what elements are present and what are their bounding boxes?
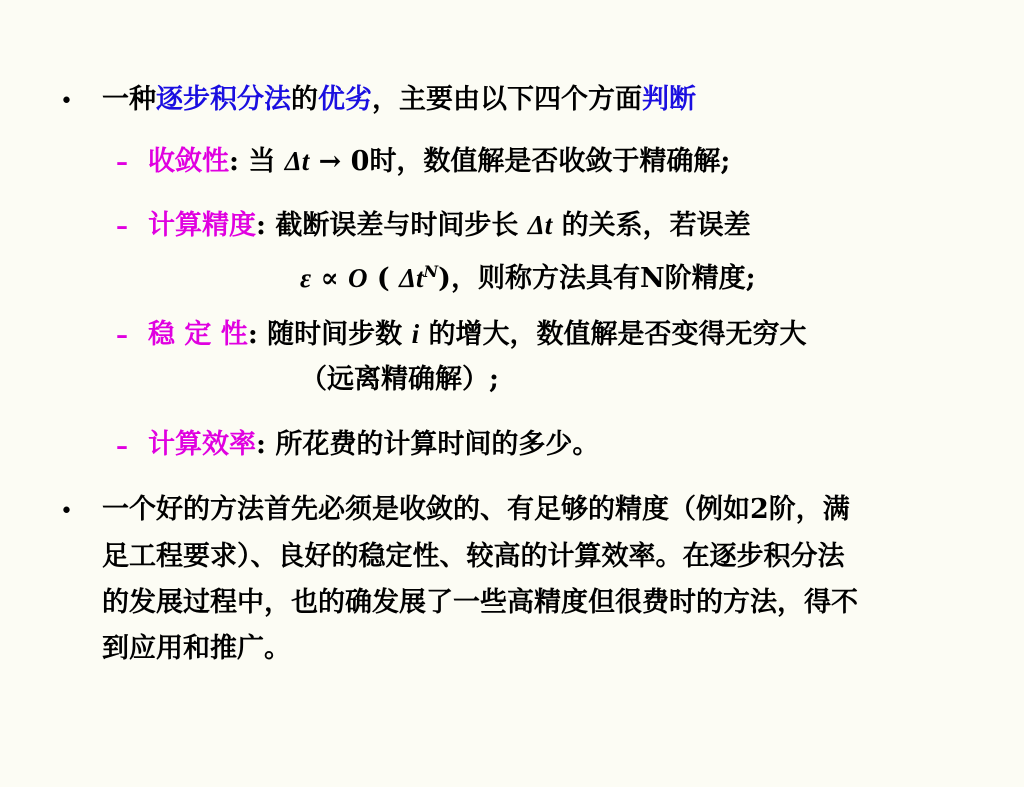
bullet2-line4: 到应用和推广。 xyxy=(102,633,291,664)
bullet-dot: • xyxy=(60,89,73,114)
convergence-item: 收敛性: 当 Δt → 0时，数值解是否收敛于精确解; xyxy=(148,146,731,177)
dash-marker: – xyxy=(116,147,128,176)
dash-marker: – xyxy=(116,211,128,240)
accuracy-item: 计算精度: 截断误差与时间步长 Δt 的关系，若误差 xyxy=(148,210,751,241)
bullet2-line1: 一个好的方法首先必须是收敛的、有足够的精度（例如2阶，满 xyxy=(102,494,850,525)
stability-item: 稳 定 性: 随时间步数 i 的增大，数值解是否变得无穷大 xyxy=(148,319,807,350)
dash-marker: – xyxy=(116,320,128,349)
bullet1-text: 一种逐步积分法的优劣，主要由以下四个方面判断 xyxy=(102,84,696,115)
bullet2-line3: 的发展过程中，也的确发展了一些高精度但很费时的方法，得不 xyxy=(102,587,858,618)
accuracy-formula: ε ∝ O ( $\Delta t^N$)，则称方法具有N阶精度; xyxy=(300,262,756,294)
bullet-dot: • xyxy=(60,499,73,524)
efficiency-item: 计算效率: 所花费的计算时间的多少。 xyxy=(148,429,600,460)
bullet2-line2: 足工程要求）、良好的稳定性、较高的计算效率。在逐步积分法 xyxy=(102,541,845,572)
dash-marker: – xyxy=(116,431,128,460)
stability-cont: （远离精确解）; xyxy=(300,364,499,395)
